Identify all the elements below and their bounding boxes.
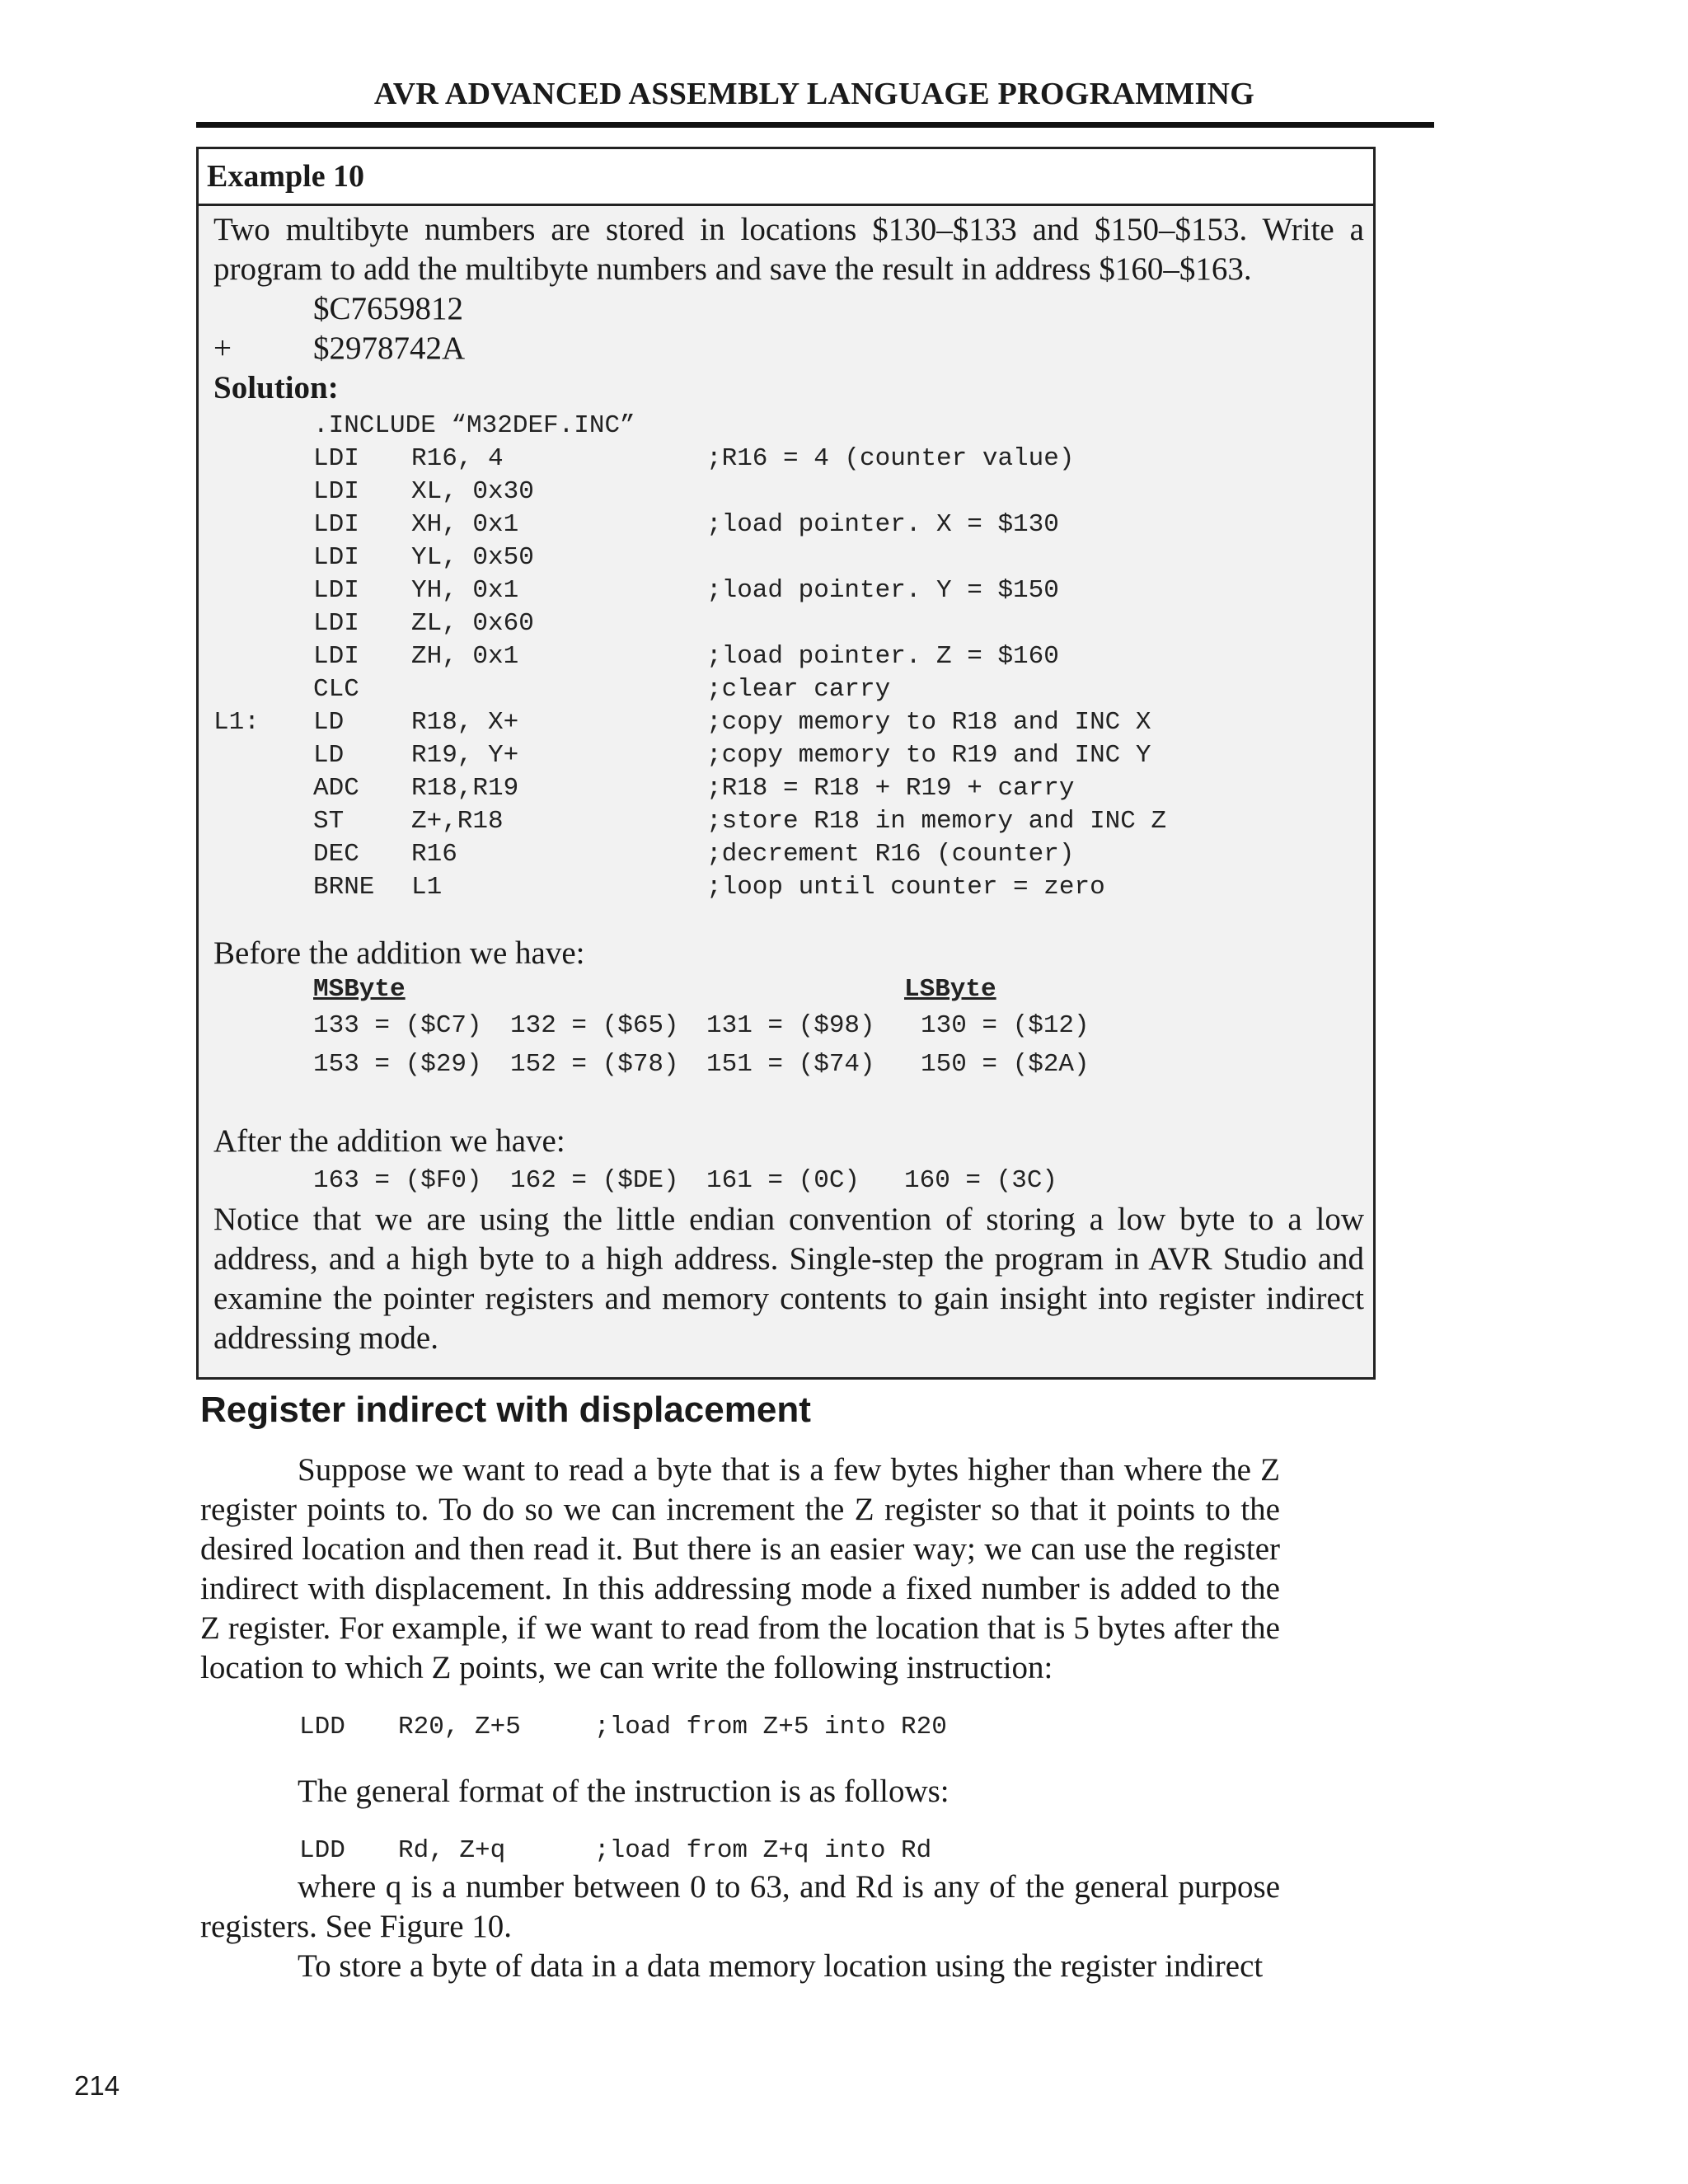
code-op: BRNE	[313, 873, 375, 902]
code-args: ZH, 0x1	[411, 642, 519, 671]
code-line	[213, 706, 1364, 739]
memory-cell: 163 = ($F0)	[313, 1166, 482, 1195]
memory-row	[213, 1045, 1364, 1084]
code-comment: ;loop until counter = zero	[706, 873, 1105, 902]
code-args: Z+,R18	[411, 807, 504, 836]
code-op: LDI	[313, 543, 359, 572]
code-comment: ;load from Z+5 into R20	[594, 1713, 947, 1741]
code-args: XL, 0x30	[411, 477, 534, 506]
code-args: R18, X+	[411, 708, 519, 737]
memory-row	[213, 1006, 1364, 1045]
code-line	[213, 739, 1364, 772]
notice-paragraph: Notice that we are using the little endian convention of storing a low byte to a low address, and a high byte to a high address. Single-step the program in AVR Studio and examine the pointer registers and memory contents to gain insight into register indirect addressing mode.	[213, 1202, 1364, 1356]
code-args: R16	[411, 840, 457, 869]
addend-2	[213, 329, 1364, 368]
code-args: R19, Y+	[411, 741, 519, 770]
code-line	[213, 443, 1364, 476]
code-example-1	[200, 1711, 1280, 1744]
code-comment: ;decrement R16 (counter)	[706, 840, 1075, 869]
running-head: AVR ADVANCED ASSEMBLY LANGUAGE PROGRAMMING	[373, 77, 1255, 111]
code-line	[213, 476, 1364, 509]
memory-cell: 130 = ($12)	[921, 1011, 1090, 1040]
example-content	[213, 210, 1364, 1358]
code-args: YH, 0x1	[411, 576, 519, 605]
code-args: R20, Z+5	[398, 1713, 521, 1741]
memory-cell: 150 = ($2A)	[921, 1050, 1090, 1079]
memory-cell: 131 = ($98)	[706, 1011, 875, 1040]
problem-statement: Two multibyte numbers are stored in locations $130–$133 and $150–$153. Write a program to add the multibyte numbers and save the result in address $160–$163.	[213, 212, 1364, 287]
header-rule	[196, 122, 1434, 128]
code-comment: ;copy memory to R18 and INC X	[706, 708, 1151, 737]
code-line	[213, 509, 1364, 541]
code-comment: ;store R18 in memory and INC Z	[706, 807, 1167, 836]
addend-1-value: $C7659812	[313, 291, 464, 326]
code-line	[213, 541, 1364, 574]
solution-label: Solution:	[213, 370, 339, 405]
code-args: Rd, Z+q	[398, 1836, 506, 1865]
example-box	[196, 147, 1376, 1380]
code-label: L1:	[213, 708, 260, 737]
code-args: R18,R19	[411, 774, 519, 803]
code-comment: ;load pointer. Z = $160	[706, 642, 1059, 671]
code-op: LDI	[313, 510, 359, 539]
msbyte-label: MSByte	[313, 975, 406, 1004]
code-comment: ;load pointer. Y = $150	[706, 576, 1059, 605]
memory-cell: 153 = ($29)	[313, 1050, 482, 1079]
memory-cell: 160 = (3C)	[904, 1166, 1058, 1195]
code-line	[213, 410, 1364, 443]
memory-cell: 162 = ($DE)	[510, 1166, 679, 1195]
example-title: Example 10	[199, 149, 1373, 206]
paragraph-4: To store a byte of data in a data memory location using the register indirect	[298, 1948, 1264, 1984]
code-op: LDI	[313, 444, 359, 473]
section-body	[200, 1451, 1280, 1986]
code-op: DEC	[313, 840, 359, 869]
after-label: After the addition we have:	[213, 1123, 565, 1159]
code-op: LDD	[299, 1713, 345, 1741]
plus-sign: +	[213, 330, 232, 366]
page-number: 214	[74, 2070, 120, 2101]
code-line	[213, 640, 1364, 673]
code-line	[213, 574, 1364, 607]
memory-cell: 152 = ($78)	[510, 1050, 679, 1079]
paragraph-1: Suppose we want to read a byte that is a few bytes higher than where the Z register points to. To do so we can increment the Z register so that it points to the desired location and then read it. But there is an easier way; we can use the register indirect with displacement. In this addressing mode a fixed number is added to the Z register. For example, if we want to read from the location that is 5 bytes after the location to which Z points, we can write the following instruction:	[200, 1452, 1280, 1685]
code-line	[213, 838, 1364, 871]
code-op: LD	[313, 708, 345, 737]
memory-cell: 151 = ($74)	[706, 1050, 875, 1079]
code-comment: ;clear carry	[706, 675, 891, 704]
before-label: Before the addition we have:	[213, 935, 585, 971]
code-comment: ;copy memory to R19 and INC Y	[706, 741, 1151, 770]
code-args: XH, 0x1	[411, 510, 519, 539]
code-op: .INCLUDE “M32DEF.INC”	[313, 411, 635, 440]
code-op: LD	[313, 741, 345, 770]
code-op: CLC	[313, 675, 359, 704]
code-comment: ;load from Z+q into Rd	[594, 1836, 932, 1865]
lsbyte-label: LSByte	[904, 975, 996, 1004]
section-heading: Register indirect with displacement	[200, 1390, 811, 1430]
code-line	[213, 772, 1364, 805]
memory-row-after	[213, 1161, 1364, 1200]
code-comment: ;load pointer. X = $130	[706, 510, 1059, 539]
code-comment: ;R16 = 4 (counter value)	[706, 444, 1075, 473]
paragraph-3: where q is a number between 0 to 63, and Rd is any of the general purpose registers. See Figure 10.	[200, 1869, 1280, 1944]
code-example-2	[200, 1835, 1280, 1868]
code-op: LDD	[299, 1836, 345, 1865]
code-line	[213, 805, 1364, 838]
memory-cell: 132 = ($65)	[510, 1011, 679, 1040]
code-op: LDI	[313, 576, 359, 605]
code-op: LDI	[313, 642, 359, 671]
addend-2-value: $2978742A	[313, 330, 466, 366]
code-args: R16, 4	[411, 444, 504, 473]
code-comment: ;R18 = R18 + R19 + carry	[706, 774, 1075, 803]
code-line	[213, 673, 1364, 706]
code-op: ADC	[313, 774, 359, 803]
code-line	[213, 871, 1364, 904]
code-listing	[213, 410, 1364, 904]
addend-1	[213, 289, 1364, 329]
memory-cell: 133 = ($C7)	[313, 1011, 482, 1040]
code-op: ST	[313, 807, 345, 836]
code-args: L1	[411, 873, 443, 902]
code-op: LDI	[313, 477, 359, 506]
code-op: LDI	[313, 609, 359, 638]
code-line	[213, 607, 1364, 640]
memory-cell: 161 = (0C)	[706, 1166, 860, 1195]
code-args: YL, 0x50	[411, 543, 534, 572]
paragraph-2: The general format of the instruction is as follows:	[298, 1774, 950, 1809]
byte-order-header	[213, 973, 1364, 1006]
code-args: ZL, 0x60	[411, 609, 534, 638]
